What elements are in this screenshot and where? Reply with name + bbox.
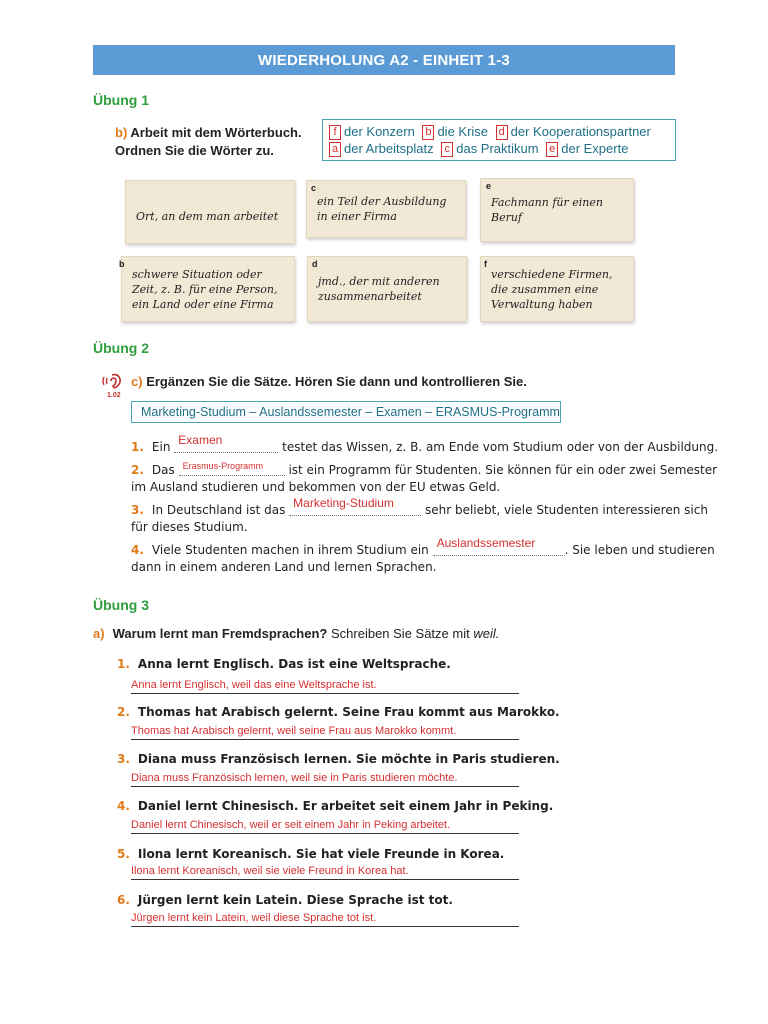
- definition-card: [125, 180, 295, 244]
- item-number: 1.: [117, 657, 130, 671]
- exercise-2-wordbox: [131, 401, 561, 423]
- prompt-text: Ilona lernt Koreanisch. Sie hat viele Freunde in Korea.: [137, 847, 505, 861]
- exercise-1-instruction: [115, 124, 302, 160]
- item-number: 4.: [131, 543, 144, 557]
- filled-answer: Examen: [178, 433, 223, 447]
- answer-line[interactable]: [131, 679, 519, 694]
- card-letter: c: [311, 183, 317, 193]
- word-label: der Konzern: [344, 124, 415, 139]
- answer-blank[interactable]: [289, 496, 421, 516]
- exercise-1-wordbox: [322, 119, 676, 161]
- exercise-3-prompt: [117, 657, 451, 671]
- exercise-3-prompt: [117, 893, 453, 907]
- prompt-text: Daniel lernt Chinesisch. Er arbeitet seit einem Jahr in Peking.: [137, 799, 554, 813]
- word-item: [441, 140, 538, 157]
- page-banner: WIEDERHOLUNG A2 - EINHEIT 1-3: [93, 45, 675, 75]
- answer-line[interactable]: [131, 912, 519, 927]
- prompt-text: Thomas hat Arabisch gelernt. Seine Frau kommt aus Marokko.: [137, 705, 560, 719]
- answer-line[interactable]: [131, 772, 519, 787]
- answer-blank[interactable]: [174, 433, 278, 453]
- exercise-1-label: b): [115, 125, 128, 140]
- fill-sentence: [131, 461, 717, 496]
- card-letter: e: [486, 181, 492, 191]
- exercise-2-instruction: [131, 374, 527, 389]
- item-number: 1.: [131, 440, 144, 454]
- answer-text: Daniel lernt Chinesisch, weil er seit einem Jahr in Peking arbeitet.: [131, 819, 451, 831]
- wordbox-text: Marketing-Studium – Auslandssemester – Examen – ERASMUS-Programm: [141, 405, 560, 419]
- sentence-start: Das: [151, 463, 175, 477]
- fill-sentence: [131, 433, 719, 456]
- item-number: 4.: [117, 799, 130, 813]
- word-item: [546, 140, 628, 157]
- exercise-1-instruction-line1: Arbeit mit dem Wörterbuch.: [130, 125, 302, 140]
- sentence-end: testet das Wissen, z. B. am Ende vom Studium oder von der Ausbildung.: [282, 440, 719, 454]
- card-letter: d: [312, 259, 318, 269]
- card-letter: b: [119, 259, 125, 269]
- word-item: [496, 123, 651, 140]
- word-label: der Kooperationspartner: [510, 124, 651, 139]
- exercise-3-instruction: [93, 626, 499, 641]
- sentence-continuation: dann in einem anderen Land und lernen Sprachen.: [131, 560, 437, 574]
- item-number: 2.: [131, 463, 144, 477]
- card-text: jmd., der mit anderen zusammenarbeitet: [318, 275, 440, 303]
- prompt-text: Anna lernt Englisch. Das ist eine Weltsprache.: [137, 657, 451, 671]
- answer-text: Thomas hat Arabisch gelernt, weil seine Frau aus Marokko kommt.: [131, 725, 457, 737]
- word-item: [329, 140, 434, 157]
- definition-card: [306, 180, 466, 238]
- answer-letter: d: [496, 125, 508, 140]
- word-label: die Krise: [437, 124, 489, 139]
- definition-card: [121, 256, 295, 322]
- sentence-end: sehr beliebt, viele Studenten interessieren sich: [424, 503, 708, 517]
- item-number: 3.: [131, 503, 144, 517]
- card-text: Ort, an dem man arbeitet: [136, 209, 279, 223]
- exercise-3-label: a): [93, 626, 105, 641]
- definition-card: [307, 256, 467, 322]
- sentence-end: . Sie leben und studieren: [564, 543, 715, 557]
- exercise-2-label: c): [131, 374, 143, 389]
- filled-answer: Auslandssemester: [436, 536, 536, 550]
- sentence-start: In Deutschland ist das: [151, 503, 286, 517]
- exercise-1-title: Übung 1: [93, 92, 149, 108]
- exercise-2-instruction-text: Ergänzen Sie die Sätze. Hören Sie dann und kontrollieren Sie.: [146, 374, 527, 389]
- exercise-3-title: Übung 3: [93, 597, 149, 613]
- sentence-start: Viele Studenten machen in ihrem Studium ein: [151, 543, 429, 557]
- sentence-start: Ein: [151, 440, 171, 454]
- prompt-text: Jürgen lernt kein Latein. Diese Sprache ist tot.: [137, 893, 453, 907]
- word-label: der Arbeitsplatz: [344, 141, 434, 156]
- sentence-continuation: für dieses Studium.: [131, 520, 248, 534]
- card-text: ein Teil der Ausbildung in einer Firma: [317, 195, 447, 223]
- answer-blank[interactable]: [433, 536, 565, 556]
- card-letter: f: [484, 259, 487, 269]
- word-item: [422, 123, 488, 140]
- card-text: Fachmann für einen Beruf: [491, 196, 603, 224]
- exercise-1-instruction-line2: Ordnen Sie die Wörter zu.: [115, 143, 274, 158]
- answer-letter: f: [329, 125, 341, 140]
- answer-text: Diana muss Französisch lernen, weil sie in Paris studieren möchte.: [131, 772, 458, 784]
- item-number: 6.: [117, 893, 130, 907]
- filled-answer: Erasmus-Programm: [182, 461, 264, 471]
- exercise-3-question: Warum lernt man Fremdsprachen?: [112, 626, 328, 641]
- prompt-text: Diana muss Französisch lernen. Sie möchte in Paris studieren.: [137, 752, 560, 766]
- exercise-3-prompt: [117, 847, 504, 861]
- item-number: 2.: [117, 705, 130, 719]
- answer-blank[interactable]: [179, 461, 285, 476]
- fill-sentence: [131, 536, 715, 576]
- answer-text: Anna lernt Englisch, weil das eine Weltsprache ist.: [131, 679, 377, 691]
- exercise-3-prompt: [117, 799, 553, 813]
- exercise-3-keyword: weil.: [473, 626, 500, 641]
- exercise-3-prompt: [117, 752, 560, 766]
- sentence-end: ist ein Programm für Studenten. Sie können für ein oder zwei Semester: [288, 463, 718, 477]
- audio-ear-icon[interactable]: [101, 371, 125, 391]
- definition-card: [480, 178, 634, 242]
- answer-line[interactable]: [131, 725, 519, 740]
- card-text: schwere Situation oder Zeit, z. B. für eine Person, ein Land oder eine Firma: [132, 267, 278, 311]
- item-number: 3.: [117, 752, 130, 766]
- answer-letter: b: [422, 125, 434, 140]
- word-item: [329, 123, 415, 140]
- exercise-2-title: Übung 2: [93, 340, 149, 356]
- answer-text: Ilona lernt Koreanisch, weil sie viele Freund in Korea hat.: [131, 865, 409, 877]
- answer-letter: c: [441, 142, 453, 157]
- sentence-continuation: im Ausland studieren und bekommen von der EU etwas Geld.: [131, 480, 501, 494]
- item-number: 5.: [117, 847, 130, 861]
- fill-sentence: [131, 496, 708, 536]
- filled-answer: Marketing-Studium: [293, 496, 394, 510]
- exercise-3-prompt: [117, 705, 560, 719]
- word-label: das Praktikum: [456, 141, 539, 156]
- card-text: verschiedene Firmen, die zusammen eine Verwaltung haben: [491, 267, 613, 311]
- answer-line[interactable]: [131, 865, 519, 880]
- audio-track-number: 1.02: [107, 392, 121, 399]
- answer-letter: a: [329, 142, 341, 157]
- answer-letter: e: [546, 142, 558, 157]
- answer-line[interactable]: [131, 819, 519, 834]
- word-label: der Experte: [561, 141, 629, 156]
- answer-text: Jürgen lernt kein Latein, weil diese Sprache tot ist.: [131, 912, 377, 924]
- definition-card: [480, 256, 634, 322]
- exercise-3-instruction-text: Schreiben Sie Sätze mit: [330, 626, 470, 641]
